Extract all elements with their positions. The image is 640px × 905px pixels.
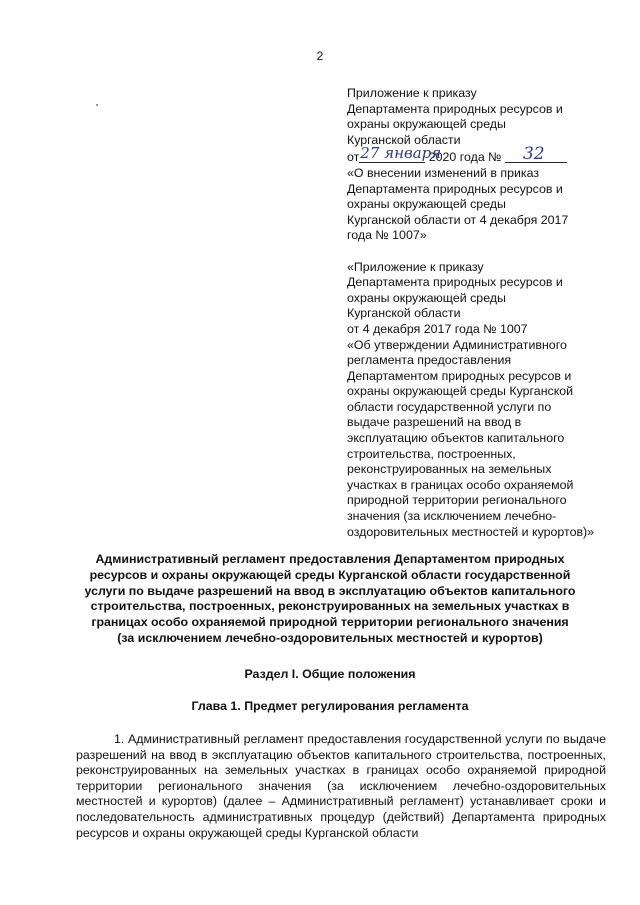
title-line: ресурсов и охраны окружающей среды Курганской области государственной: [89, 567, 571, 582]
approval-line: эксплуатацию объектов капитального: [347, 431, 565, 446]
approval-line: года № 1007»: [347, 228, 427, 243]
section-title: Раздел I. Общие положения: [244, 667, 416, 681]
spacer: [347, 244, 609, 260]
approval-line: Департамента природных ресурсов и: [347, 101, 563, 116]
approval-line: охраны окружающей среды: [347, 290, 506, 305]
handwritten-date: 27 января: [360, 143, 442, 162]
approval-line: участках в границах особо охраняемой: [347, 477, 574, 492]
approval-line: Департаментом природных ресурсов и: [347, 368, 572, 383]
date-field: [359, 143, 442, 163]
approval-line: Курганской области: [347, 132, 461, 147]
approval-line: «Приложение к приказу: [347, 259, 484, 274]
approval-line: Приложение к приказу: [347, 86, 477, 100]
approval-line: оздоровительных местностей и курортов)»: [347, 524, 595, 539]
approval-line: охраны окружающей среды Курганской: [347, 384, 574, 399]
approval-line: реконструированных на земельных: [347, 462, 552, 477]
approval-line: «О внесении изменений в приказ: [347, 165, 540, 180]
title-line: (за исключением лечебно-оздоровительных местностей и курортов): [117, 630, 543, 645]
approval-line: регламента предоставления: [347, 353, 512, 368]
approval-line: выдаче разрешений на ввод в: [347, 415, 522, 430]
approval-line: Курганской области: [347, 306, 461, 321]
date-prefix: от: [347, 150, 360, 165]
approval-date-line: [347, 143, 609, 166]
approval-line: значения (за исключением лечебно-: [347, 509, 557, 524]
page-number: 2: [316, 49, 324, 63]
approval-line: природной территории регионального: [347, 493, 567, 508]
title-line: границах особо охраняемой природной территории регионального значения: [91, 615, 569, 630]
title-line: Административный регламент предоставления Департаментом природных: [95, 552, 565, 566]
approval-line: от 4 декабря 2017 года № 1007: [347, 321, 528, 336]
document-title: [60, 552, 600, 647]
date-suffix: 2020 года №: [428, 150, 502, 165]
chapter-title: Глава 1. Предмет регулирования регламента: [191, 699, 469, 713]
body-text: [76, 732, 606, 841]
title-line: услуги по выдаче разрешений на ввод в эксплуатацию объектов капитального: [84, 583, 576, 598]
approval-block: [347, 86, 609, 540]
approval-line: охраны окружающей среды: [347, 117, 506, 132]
scan-speck: [96, 104, 98, 106]
approval-line: «Об утверждении Административного: [347, 337, 567, 352]
approval-line: Департамента природных ресурсов и: [347, 181, 563, 196]
title-line: строительства, построенных, реконструированных на земельных участках в: [90, 599, 570, 614]
paragraph: 1. Административный регламент предоставления государственной услуги по выдаче разрешений на ввод в эксплуатацию объектов капитального строительства, построенных, реконструированных на земельных участках в границах особо охраняемой природной территории регионального значения (за исключением лечебно-оздоровительных местностей и курортов) (далее – Административный регламент) устанавливает сроки и последовательность административных процедур (действий) Департамента природных ресурсов и охраны окружающей среды Курганской области: [76, 732, 606, 840]
approval-line: Курганской области от 4 декабря 2017: [347, 212, 569, 227]
handwritten-number: 32: [522, 143, 545, 164]
approval-line: охраны окружающей среды: [347, 197, 506, 212]
number-field: [505, 143, 567, 164]
approval-line: строительства, построенных,: [347, 446, 516, 461]
approval-line: области государственной услуги по: [347, 399, 552, 414]
approval-line: Департамента природных ресурсов и: [347, 275, 563, 290]
